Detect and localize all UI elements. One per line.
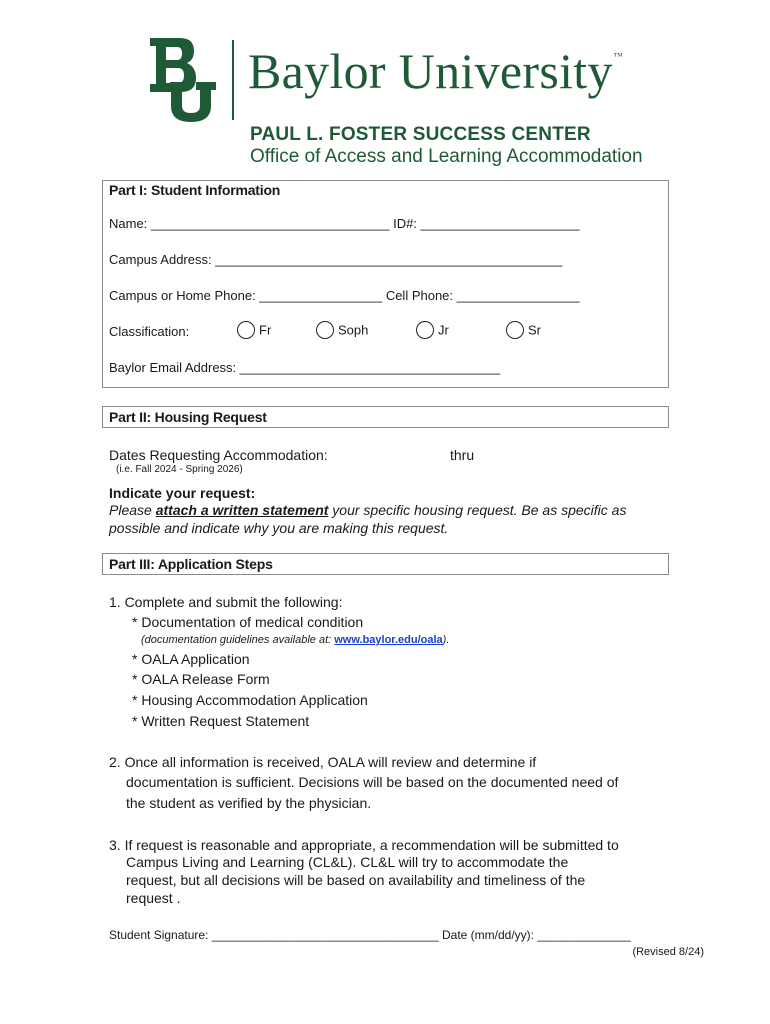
request-instructions-line2: possible and indicate why you are making this request.: [109, 520, 449, 536]
classification-option-soph[interactable]: [316, 321, 368, 339]
request-instructions-line1: [109, 502, 626, 518]
dates-example: (i.e. Fall 2024 - Spring 2026): [116, 464, 243, 475]
email-field[interactable]: Baylor Email Address: ____________________________________: [109, 360, 501, 375]
option-label-soph: Soph: [338, 322, 369, 338]
option-label-sr: Sr: [528, 322, 541, 338]
phone-fields[interactable]: Campus or Home Phone: _________________ Cell Phone: _________________: [109, 288, 580, 303]
signature-date-line[interactable]: Student Signature: __________________________________ Date (mm/dd/yy): ______________: [109, 928, 631, 942]
instr-attach-emphasis: attach a written statement: [155, 502, 329, 518]
part2-title: Part II: Housing Request: [109, 409, 267, 425]
step3-line: request .: [126, 890, 181, 906]
classification-option-fr[interactable]: [237, 321, 271, 339]
step2-line: documentation is sufficient. Decisions will be based on the documented need of: [126, 774, 619, 790]
guidelines-prefix: (documentation guidelines available at:: [141, 634, 335, 646]
revised-note: (Revised 8/24): [632, 946, 704, 958]
logo-divider: [232, 40, 234, 120]
center-title: PAUL L. FOSTER SUCCESS CENTER: [250, 124, 591, 145]
campus-address-field[interactable]: Campus Address: ________________________________________________: [109, 252, 563, 267]
step3-line: Campus Living and Learning (CL&L). CL&L will try to accommodate the: [126, 854, 569, 870]
step1-title: 1. Complete and submit the following:: [109, 594, 343, 610]
indicate-heading: Indicate your request:: [109, 485, 256, 501]
radio-icon[interactable]: [316, 321, 334, 339]
part1-box: [102, 180, 669, 388]
step2-line: 2. Once all information is received, OALA will review and determine if: [109, 754, 537, 770]
step1-item: * Written Request Statement: [132, 713, 310, 729]
radio-icon[interactable]: [506, 321, 524, 339]
step3-line: request, but all decisions will be based on availability and timeliness of the: [126, 872, 586, 888]
university-wordmark: [248, 43, 623, 99]
dates-thru: thru: [450, 447, 475, 463]
center-subtitle: Office of Access and Learning Accommodation: [250, 146, 643, 167]
step1-item: * OALA Application: [132, 651, 250, 667]
guidelines-note: [141, 634, 449, 646]
radio-icon[interactable]: [416, 321, 434, 339]
instr-rest: your specific housing request. Be as specific as: [328, 502, 627, 518]
radio-icon[interactable]: [237, 321, 255, 339]
option-label-fr: Fr: [259, 322, 272, 338]
dates-label: Dates Requesting Accommodation:: [109, 447, 328, 463]
step2-line: the student as verified by the physician.: [126, 795, 372, 811]
trademark-symbol: ™: [613, 51, 623, 61]
classification-option-jr[interactable]: [416, 321, 449, 339]
baylor-bu-logo: [150, 38, 216, 122]
classification-option-sr[interactable]: [506, 321, 541, 339]
instr-please: Please: [109, 502, 156, 518]
guidelines-suffix: ).: [442, 634, 450, 646]
option-label-jr: Jr: [438, 322, 449, 338]
part3-title: Part III: Application Steps: [109, 556, 273, 572]
step1-item: * Housing Accommodation Application: [132, 692, 368, 708]
step1-item: * Documentation of medical condition: [132, 614, 364, 630]
university-name: Baylor University: [248, 43, 613, 99]
step1-item: * OALA Release Form: [132, 671, 270, 687]
part1-title: Part I: Student Information: [109, 182, 281, 198]
guidelines-link[interactable]: www.baylor.edu/oala: [334, 634, 443, 646]
classification-label: Classification:: [109, 324, 190, 339]
name-id-field[interactable]: Name: _________________________________ ID#: ______________________: [109, 216, 580, 231]
step3-line: 3. If request is reasonable and appropriate, a recommendation will be submitted to: [109, 837, 619, 853]
